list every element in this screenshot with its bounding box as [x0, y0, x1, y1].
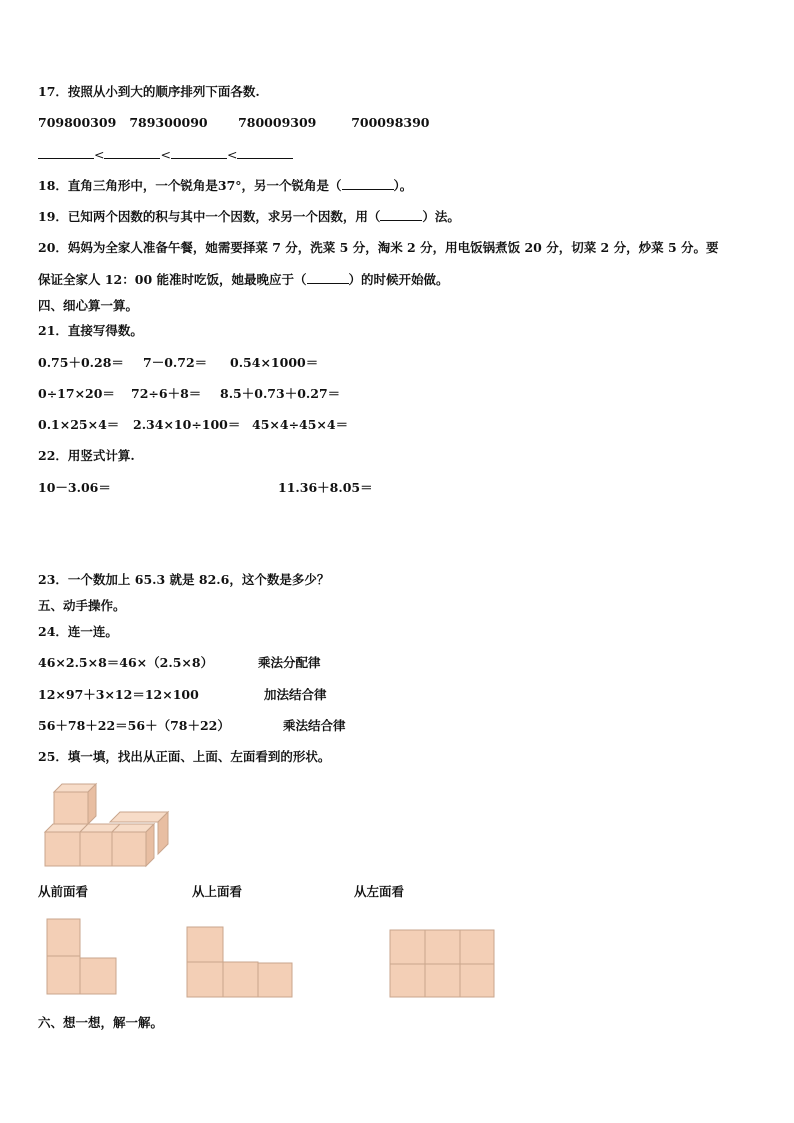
less-than-sign: < [160, 147, 171, 162]
q22-item: 11.36＋8.05＝ [278, 480, 373, 495]
q20-line1: 20．妈妈为全家人准备午餐，她需要择菜 7 分，洗菜 5 分，淘米 2 分，用电饭锅煮饭 20 分，切菜 2 分，炒菜 5 分。要 [38, 240, 719, 255]
q19-text: 19．已知两个因数的积与其中一个因数，求另一个因数，用（ [38, 209, 381, 224]
q17-number: 789300090 [129, 115, 208, 130]
view-label-front: 从前面看 [38, 884, 89, 899]
answer-blank[interactable] [237, 146, 293, 159]
less-than-sign: < [226, 147, 238, 162]
q21-item: 2.34×10÷100＝ [133, 417, 241, 432]
answer-blank[interactable] [307, 271, 349, 284]
q21-item: 0.54×1000＝ [230, 355, 319, 370]
answer-blank[interactable] [38, 146, 94, 159]
q21-item: 0.1×25×4＝ [38, 417, 120, 432]
q24-right-item[interactable]: 乘法结合律 [283, 718, 346, 733]
q20-line2 [38, 271, 449, 288]
left-view-shape [389, 929, 497, 999]
front-view-shape [46, 918, 118, 998]
q18-prompt [38, 177, 412, 194]
q17-number: 780009309 [238, 115, 317, 130]
cube-stack-figure [40, 778, 172, 870]
q24-left-item[interactable]: 12×97＋3×12＝12×100 [38, 687, 199, 702]
top-view-shape [186, 926, 294, 998]
q24-right-item[interactable]: 加法结合律 [264, 687, 327, 702]
q23-prompt: 23．一个数加上 65.3 就是 82.6，这个数是多少？ [38, 572, 330, 587]
q21-item: 0÷17×20＝ [38, 386, 115, 401]
view-label-top: 从上面看 [192, 884, 243, 899]
answer-blank[interactable] [171, 146, 227, 159]
section-heading-4: 四、细心算一算。 [38, 298, 139, 313]
q19-text-end: ）法。 [422, 209, 460, 224]
q17-number: 709800309 [38, 115, 117, 130]
q21-item: 0.75＋0.28＝ [38, 355, 124, 370]
answer-blank[interactable] [342, 177, 394, 190]
q25-title: 25．填一填，找出从正面、上面、左面看到的形状。 [38, 749, 331, 764]
q24-title: 24．连一连。 [38, 624, 118, 639]
q19-prompt [38, 208, 460, 225]
q21-item: 45×4÷45×4＝ [252, 417, 349, 432]
q17-numbers [38, 115, 429, 131]
q24-left-item[interactable]: 56＋78＋22＝56＋（78＋22） [38, 718, 230, 733]
q22-title: 22．用竖式计算. [38, 448, 135, 463]
less-than-sign: < [94, 147, 105, 162]
q21-title: 21．直接写得数。 [38, 323, 143, 338]
q24-left-item[interactable]: 46×2.5×8＝46×（2.5×8） [38, 655, 214, 670]
q21-item: 8.5＋0.73＋0.27＝ [220, 386, 341, 401]
q18-text: 18．直角三角形中，一个锐角是37°，另一个锐角是（ [38, 178, 342, 193]
q24-right-item[interactable]: 乘法分配律 [258, 655, 321, 670]
section-heading-5: 五、动手操作。 [38, 598, 126, 613]
q20-text: 保证全家人 12：00 能准时吃饭，她最晚应于（ [38, 272, 307, 287]
q20-text-end: ）的时候开始做。 [348, 272, 449, 287]
view-label-left: 从左面看 [354, 884, 405, 899]
answer-blank[interactable] [380, 208, 422, 221]
q21-item: 7－0.72＝ [143, 355, 208, 370]
answer-blank[interactable] [104, 146, 160, 159]
q22-item: 10－3.06＝ [38, 480, 111, 495]
q17-number: 700098390 [351, 115, 430, 130]
q18-text-end: ）。 [393, 178, 413, 193]
section-heading-6: 六、想一想，解一解。 [38, 1015, 164, 1030]
q17-prompt: 17．按照从小到大的顺序排列下面各数. [38, 84, 260, 99]
q17-answer-blanks [38, 146, 293, 163]
q21-item: 72÷6＋8＝ [131, 386, 202, 401]
